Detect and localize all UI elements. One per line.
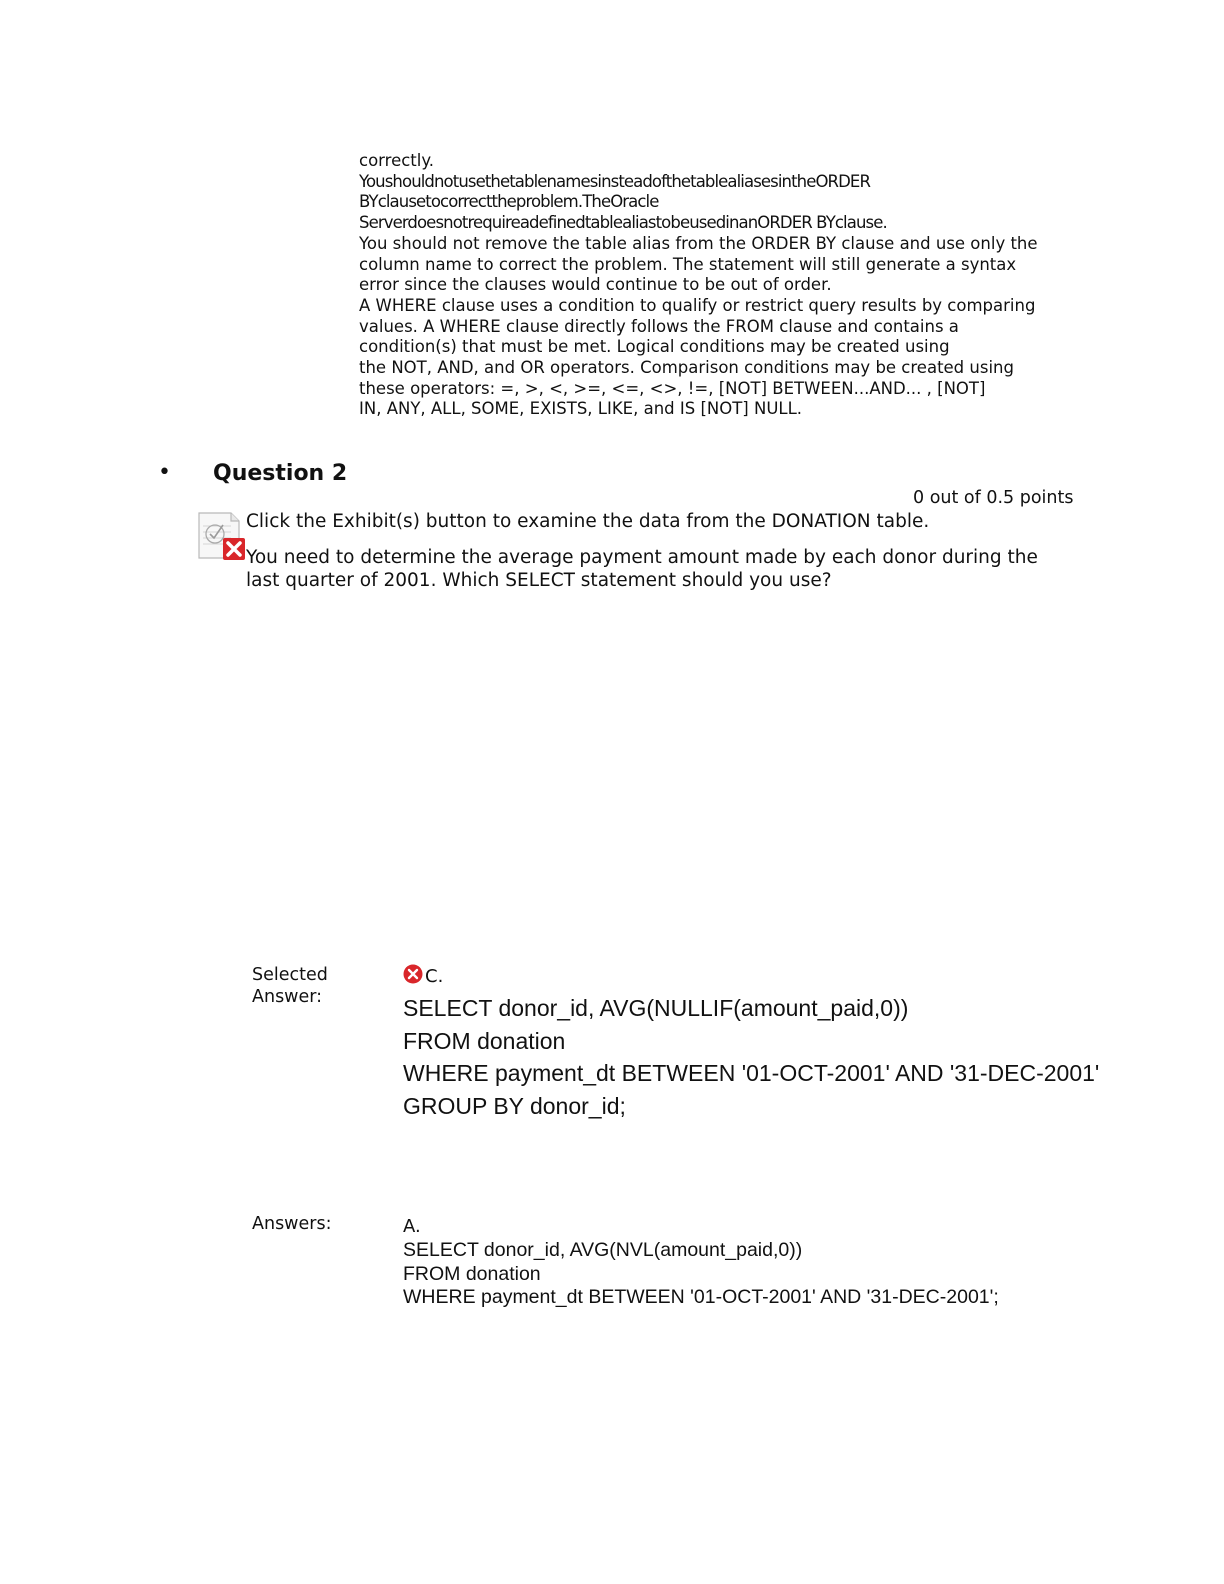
prompt-exhibit-text: Click the Exhibit(s) button to examine the data from the DONATION table. xyxy=(246,511,930,532)
code-line: FROM donation xyxy=(403,1027,566,1054)
feedback-line: A WHERE clause uses a condition to qualify or restrict query results by comparing xyxy=(359,295,1036,315)
feedback-text xyxy=(359,151,1119,420)
selected-answer-letter: C. xyxy=(425,966,444,987)
feedback-line: BYclausetocorrecttheproblem.TheOracle xyxy=(359,192,659,212)
answer-code xyxy=(403,1239,1183,1310)
feedback-line: error since the clauses would continue to be out of order. xyxy=(359,275,832,295)
feedback-line: IN, ANY, ALL, SOME, EXISTS, LIKE, and IS [NOT] NULL. xyxy=(359,399,803,419)
code-line: FROM donation xyxy=(403,1262,541,1285)
incorrect-icon xyxy=(197,510,247,562)
feedback-line: these operators: =, >, <, >=, <=, <>, !=, [NOT] BETWEEN...AND... , [NOT] xyxy=(359,378,986,398)
question-title: Question 2 xyxy=(213,461,348,486)
question-points: 0 out of 0.5 points xyxy=(913,488,1074,508)
feedback-line: ServerdoesnotrequireadefinedtablealiastobeusedinanORDER BYclause. xyxy=(359,213,887,233)
answer-letter: A. xyxy=(403,1216,421,1237)
feedback-line: column name to correct the problem. The statement will still generate a syntax xyxy=(359,254,1017,274)
feedback-line: values. A WHERE clause directly follows the FROM clause and contains a xyxy=(359,316,959,336)
selected-answer-code xyxy=(403,992,1183,1122)
selected-answer-label xyxy=(252,964,328,1008)
wrong-answer-icon xyxy=(403,964,423,984)
code-line: WHERE payment_dt BETWEEN '01-OCT-2001' AND '31-DEC-2001' xyxy=(403,1060,1100,1086)
selected-answer xyxy=(403,962,1183,1122)
code-line: WHERE payment_dt BETWEEN '01-OCT-2001' AND '31-DEC-2001'; xyxy=(403,1286,999,1308)
feedback-line: YoushouldnotusethetablenamesinsteadofthetablealiasesintheORDER xyxy=(359,171,871,191)
feedback-line: condition(s) that must be met. Logical conditions may be created using xyxy=(359,337,950,357)
code-line: SELECT donor_id, AVG(NVL(amount_paid,0)) xyxy=(403,1239,803,1261)
answer-option-a xyxy=(403,1215,1183,1310)
selected-answer-label-line: Answer: xyxy=(252,987,323,1007)
code-line: GROUP BY donor_id; xyxy=(403,1092,626,1119)
question-bullet: • xyxy=(158,460,171,485)
feedback-line: correctly. xyxy=(359,151,435,170)
prompt-task-line: You need to determine the average payment amount made by each donor during the xyxy=(246,547,1038,568)
feedback-line: the NOT, AND, and OR operators. Comparison conditions may be created using xyxy=(359,358,1014,378)
code-line: SELECT donor_id, AVG(NULLIF(amount_paid,0)) xyxy=(403,995,909,1021)
selected-answer-label-line: Selected xyxy=(252,965,328,985)
answers-label: Answers: xyxy=(252,1214,332,1234)
feedback-line: You should not remove the table alias from the ORDER BY clause and use only the xyxy=(359,233,1038,253)
prompt-task-line: last quarter of 2001. Which SELECT statement should you use? xyxy=(246,570,832,591)
selected-answer-header xyxy=(403,962,1183,992)
question-prompt xyxy=(246,510,1126,592)
